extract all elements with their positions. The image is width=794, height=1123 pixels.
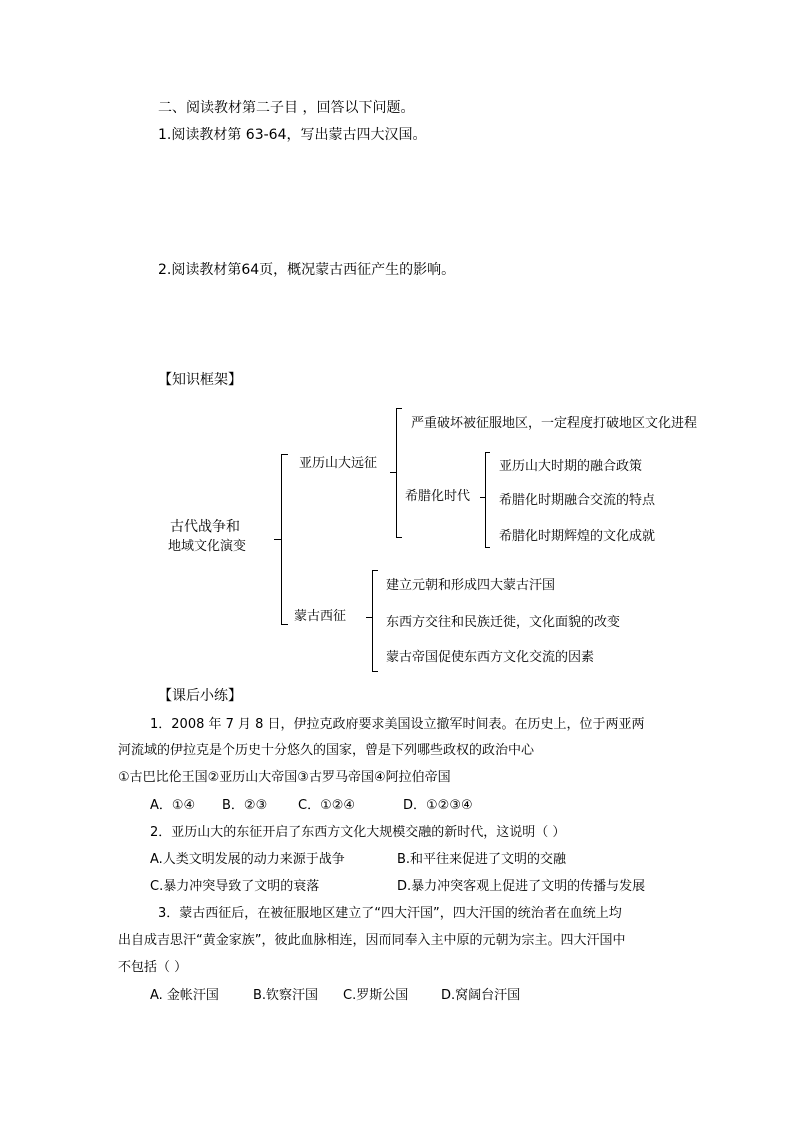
hellenistic-bracket-top [485,452,490,453]
hellenistic-item: 希腊化时期融合交流的特点 [499,493,656,508]
alexander-bracket-top [396,408,402,409]
practice-q3-line: 3．蒙古西征后，在被征服地区建立了“四大汗国”，四大汗国的统治者在血统上均 [158,906,622,921]
hellenistic-item: 希腊化时期辉煌的文化成就 [499,529,656,544]
mongol-bracket-bottom [372,671,378,672]
hellenistic-bracket [485,452,486,548]
main-bracket-top [281,454,288,455]
hellenistic-bracket-tick [480,497,486,498]
alexander-bracket [396,408,397,538]
main-bracket-bottom [281,624,288,625]
practice-q1-line: 河流域的伊拉克是个历史十分悠久的国家，曾是下列哪些政权的政治中心 [118,743,535,758]
mongol-bracket [372,570,373,672]
alexander-node: 亚历山大远征 [299,456,378,471]
mongol-item: 蒙古帝国促使东西方文化交流的因素 [386,650,595,665]
practice-q1-option: D．①②③④ [403,798,473,813]
practice-q3-option: D.窝阔台汗国 [441,988,521,1003]
alexander-bracket-bottom [396,537,402,538]
mongol-bracket-tick [366,617,373,618]
framework-title: 【知识框架】 [158,372,242,388]
hellenistic-item: 亚历山大时期的融合政策 [499,459,643,474]
hellenistic-node: 希腊化时代 [405,489,471,504]
practice-q2-stem: 2．亚历山大的东征开启了东西方文化大规模交融的新时代，这说明（ ） [150,825,566,840]
section-heading: 二、阅读教材第二子目 ，回答以下问题。 [158,100,415,116]
practice-q1-line: 1．2008 年 7 月 8 日，伊拉克政府要求美国设立撤军时间表。在历史上，位于两亚两 [150,717,645,732]
practice-q3-option: A. 金帐汗国 [150,988,219,1003]
practice-q2-option: C.暴力冲突导致了文明的衰落 [150,879,320,894]
practice-q3-line: 不包括（ ） [118,960,188,975]
mongol-node: 蒙古西征 [294,609,347,624]
question-2: 2.阅读教材第64页，概况蒙古西征产生的影响。 [158,262,456,278]
question-1: 1.阅读教材第 63-64，写出蒙古四大汉国。 [158,127,427,143]
mongol-item: 东西方交往和民族迁徙，文化面貌的改变 [386,615,621,630]
practice-q2-option: B.和平往来促进了文明的交融 [397,852,567,867]
practice-q3-option: B.钦察汗国 [253,988,319,1003]
mongol-item: 建立元朝和形成四大蒙古汗国 [386,578,556,593]
practice-q1-option: A．①④ [150,798,196,813]
practice-q1-option: B．②③ [222,798,268,813]
practice-q3-option: C.罗斯公国 [343,988,409,1003]
practice-q1-line: ①古巴比伦王国②亚历山大帝国③古罗马帝国④阿拉伯帝国 [118,770,451,785]
practice-title: 【课后小练】 [158,688,242,704]
practice-q1-option: C．①②④ [298,798,356,813]
main-bracket-tick [274,539,282,540]
hellenistic-bracket-bottom [485,547,490,548]
practice-q3-line: 出自成吉思汗“黄金家族”，彼此血脉相连，因而同奉入主中原的元朝为宗主。四大汗国中 [118,933,626,948]
practice-q2-option: D.暴力冲突客观上促进了文明的传播与发展 [397,879,646,894]
root-node-line2: 地域文化演变 [168,539,247,554]
alexander-effect: 严重破坏被征服地区，一定程度打破地区文化进程 [411,416,698,431]
root-node-line1: 古代战争和 [170,519,240,535]
practice-q2-option: A.人类文明发展的动力来源于战争 [150,852,345,867]
mongol-bracket-top [372,570,378,571]
alexander-bracket-tick [390,472,397,473]
